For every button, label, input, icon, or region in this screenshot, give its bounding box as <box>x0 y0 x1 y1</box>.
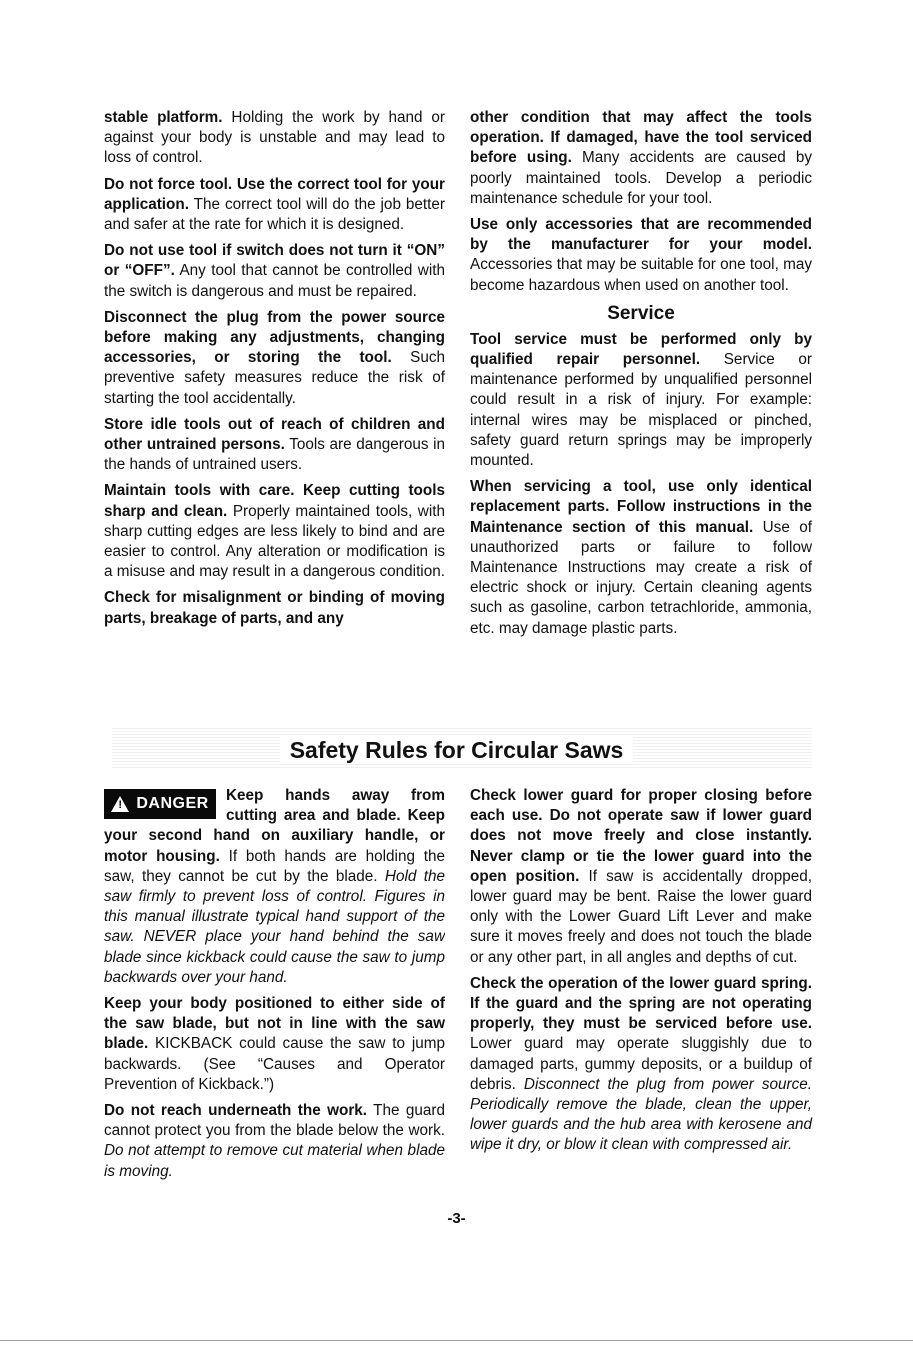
warning-triangle-icon: ! <box>111 796 129 812</box>
italic-text: Do not attempt to remove cut material when blade is moving. <box>104 1142 445 1180</box>
body-text: Use of unauthorized parts or failure to follow Maintenance Instructions may create a risk of electric shock or injury. Certain cleaning agents such as gasoline, carbon tetrachloride, ammonia, etc. may damage plastic parts. <box>470 518 812 637</box>
bold-lead: Check the operation of the lower guard spring. If the guard and the spring are not operating properly, they must be serviced before use. <box>470 974 812 1033</box>
bold-lead: Keep hands away from cutting area and blade. Keep your second hand on auxiliary handle, or motor housing. <box>104 787 445 865</box>
paragraph <box>104 415 445 476</box>
italic-text: Disconnect the plug from power source. Periodically remove the blade, clean the upper, lower guards and the hub area with kerosene and wipe it dry, or blow it clean with compressed air. <box>470 1075 812 1154</box>
paragraph <box>104 994 445 1095</box>
paragraph <box>470 786 812 968</box>
service-heading: Service <box>607 302 675 324</box>
body-text: Such preventive safety measures reduce the risk of starting the tool accidentally. <box>104 349 445 407</box>
bold-lead: Tool service must be performed only by qualified repair personnel. <box>470 330 812 369</box>
body-text: If both hands are holding the saw, they cannot be cut by the blade. <box>104 847 445 885</box>
bottom-rule <box>0 1340 913 1341</box>
paragraph <box>470 330 812 471</box>
section-title <box>0 735 913 765</box>
body-text: Tools are dangerous in the hands of untrained users. <box>104 436 445 474</box>
paragraph <box>104 175 445 236</box>
bold-lead: Keep your body positioned to either side of the saw blade, but not in line with the saw blade. <box>104 995 445 1053</box>
danger-badge <box>104 789 216 819</box>
bold-lead: Check lower guard for proper closing before each use. Do not operate saw if lower guard does not move freely and close instantly. Never clamp or tie the lower guard into the open position. <box>470 787 812 885</box>
top-right-column <box>470 108 812 645</box>
paragraph <box>104 308 445 409</box>
bold-lead: When servicing a tool, use only identical replacement parts. Follow instructions in the Maintenance section of this manual. <box>470 478 812 536</box>
danger-label: DANGER <box>136 794 209 812</box>
body-text: KICKBACK could cause the saw to jump backwards. (See “Causes and Operator Prevention of Kickback.”) <box>104 1035 445 1093</box>
paragraph <box>104 241 445 302</box>
body-text: The guard cannot protect you from the blade below the work. <box>104 1102 445 1140</box>
body-text: The correct tool will do the job better and safer at the rate for which it is designed. <box>104 195 445 234</box>
bold-lead: stable platform. <box>104 109 223 126</box>
bold-lead: Maintain tools with care. Keep cutting tools sharp and clean. <box>104 482 445 520</box>
paragraph <box>470 215 812 296</box>
section-title-text: Safety Rules for Circular Saws <box>280 737 634 763</box>
body-text: Accessories that may be suitable for one tool, may become hazardous when used on another tool. <box>470 256 812 294</box>
bold-lead: Do not use tool if switch does not turn it “ON” or “OFF”. <box>104 242 445 280</box>
paragraph <box>104 1101 445 1182</box>
paragraph <box>470 974 812 1156</box>
bold-lead: Do not reach underneath the work. <box>104 1102 368 1120</box>
bold-lead: Disconnect the plug from the power source before making any adjustments, changing accessories, or storing the tool. <box>104 308 445 367</box>
bottom-left-column <box>104 786 445 1188</box>
body-text: Lower guard may operate sluggishly due to damaged parts, gummy deposits, or a buildup of debris. <box>470 1035 812 1093</box>
paragraph <box>104 108 445 169</box>
body-text: Service or maintenance performed by unqualified personnel could result in a risk of injury. For example: internal wires may be misplaced or pinched, safety guard return springs may be improperly mounted. <box>470 351 812 470</box>
italic-text: Hold the saw firmly to prevent loss of control. Figures in this manual illustrate typical hand support of the saw. NEVER place your hand behind the saw blade since kickback could cause the saw to jump backwards over your hand. <box>104 867 445 986</box>
body-text: Many accidents are caused by poorly maintained tools. Develop a periodic maintenance schedule for your tool. <box>470 149 812 207</box>
body-text: Properly maintained tools, with sharp cutting edges are less likely to bind and are easier to control. Any alteration or modification is a misuse and may result in a dangerous condition. <box>104 502 446 581</box>
paragraph <box>104 481 445 582</box>
bold-lead: Store idle tools out of reach of children and other untrained persons. <box>104 415 445 454</box>
body-text: If saw is accidentally dropped, lower guard may be bent. Raise the lower guard only with the Lower Guard Lift Lever and make sure it moves freely and does not touch the blade or any other part, in all angles and depths of cut. <box>470 867 812 966</box>
paragraph <box>470 108 812 209</box>
body-text: Any tool that cannot be controlled with the switch is dangerous and must be repaired. <box>104 262 445 300</box>
page-number: -3- <box>447 1210 466 1227</box>
body-text: Holding the work by hand or against your body is unstable and may lead to loss of control. <box>104 109 445 167</box>
top-left-column <box>104 108 445 635</box>
bold-lead: Do not force tool. Use the correct tool for your application. <box>104 175 445 213</box>
paragraph <box>104 786 445 988</box>
bold-lead: other condition that may affect the tools operation. If damaged, have the tool serviced before using. <box>470 109 812 167</box>
bold-lead: Use only accessories that are recommended by the manufacturer for your model. <box>470 216 812 254</box>
bold-lead: Check for misalignment or binding of moving parts, breakage of parts, and any <box>104 589 445 627</box>
paragraph <box>104 588 445 628</box>
bottom-right-column <box>470 786 812 1162</box>
paragraph <box>470 477 812 639</box>
